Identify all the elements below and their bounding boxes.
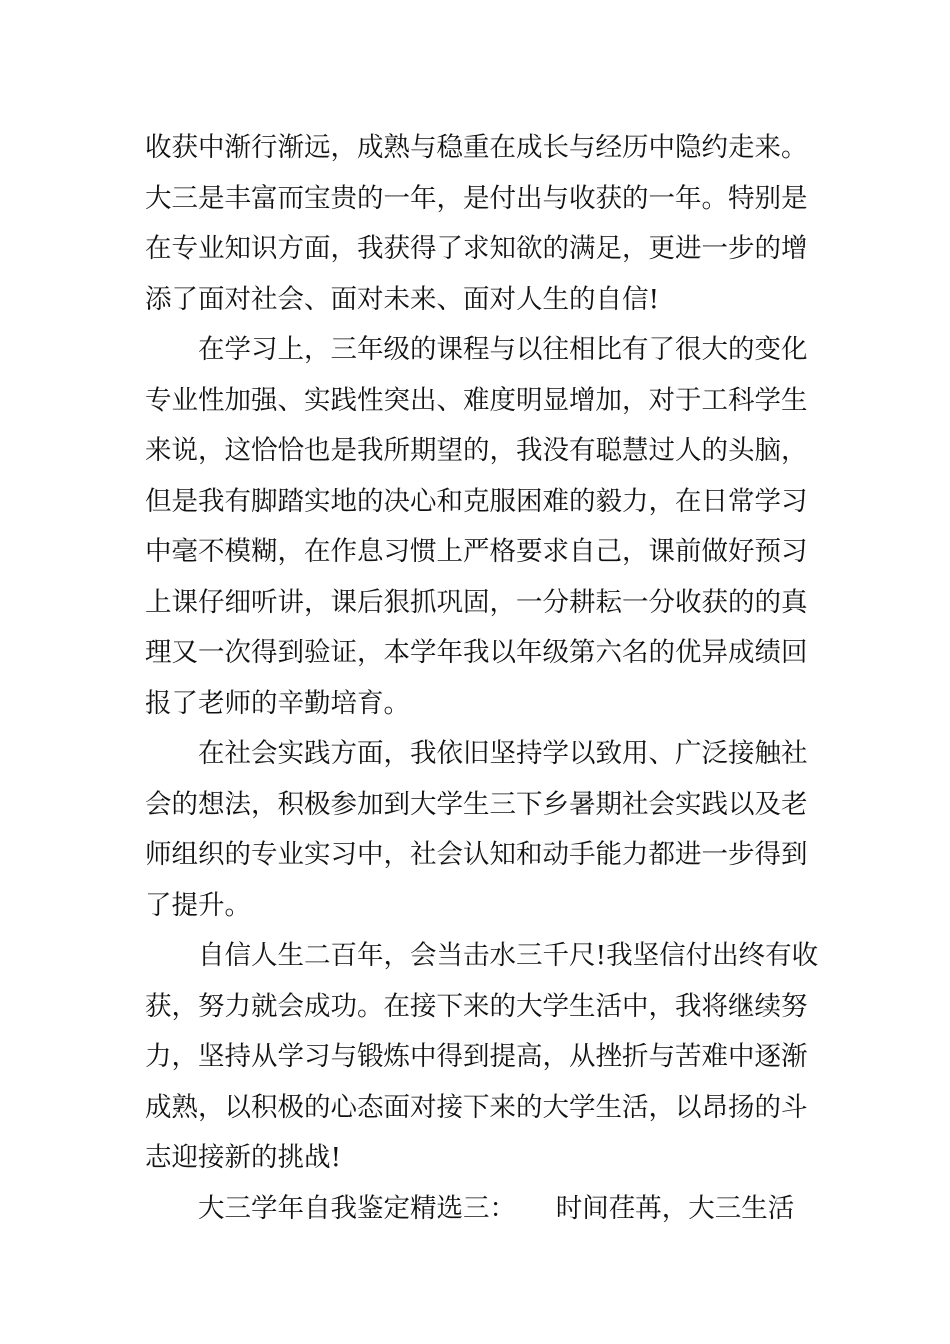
text-line: 理又一次得到验证，本学年我以年级第六名的优异成绩回 [145,637,808,668]
text-line: 在社会实践方面，我依旧坚持学以致用、广泛接触社 [145,738,808,769]
text-line: 在学习上，三年级的课程与以往相比有了很大的变化 [145,334,808,365]
text-line: 成熟，以积极的心态面对接下来的大学生活，以昂扬的斗 [145,1091,808,1123]
text-line: 添了面对社会、面对未来、面对人生的自信! [145,283,660,315]
text-line: 来说，这恰恰也是我所期望的，我没有聪慧过人的头脑， [145,435,808,466]
text-line: 会的想法，积极参加到大学生三下乡暑期社会实践以及老 [145,788,808,820]
text-line: 师组织的专业实习中，社会认知和动手能力都进一步得到 [145,839,808,870]
document-body [145,123,819,1234]
text-line: 报了老师的辛勤培育。 [145,687,410,719]
text-line: 志迎接新的挑战! [145,1142,342,1173]
text-line: 但是我有脚踏实地的决心和克服困难的毅力，在日常学习 [145,485,808,517]
text-line: 大三学年自我鉴定精选三： 时间荏苒，大三生活 [145,1192,795,1224]
text-line: 上课仔细听讲，课后狠抓巩固，一分耕耘一分收获的的真 [145,586,808,618]
text-line: 收获中渐行渐远，成熟与稳重在成长与经历中隐约走来。 [145,132,808,163]
text-line: 了提升。 [145,889,251,921]
text-line: 专业性加强、实践性突出、难度明显增加，对于工科学生 [145,384,808,416]
text-line: 自信人生二百年，会当击水三千尺!我坚信付出终有收 [145,940,819,971]
text-line: 获，努力就会成功。在接下来的大学生活中，我将继续努 [145,990,808,1022]
text-line: 力，坚持从学习与锻炼中得到提高，从挫折与苦难中逐渐 [145,1041,808,1072]
text-line: 在专业知识方面，我获得了求知欲的满足，更进一步的增 [145,233,808,264]
text-line: 中毫不模糊，在作息习惯上严格要求自己，课前做好预习 [145,536,808,567]
text-line: 大三是丰富而宝贵的一年，是付出与收获的一年。特别是 [145,182,808,214]
